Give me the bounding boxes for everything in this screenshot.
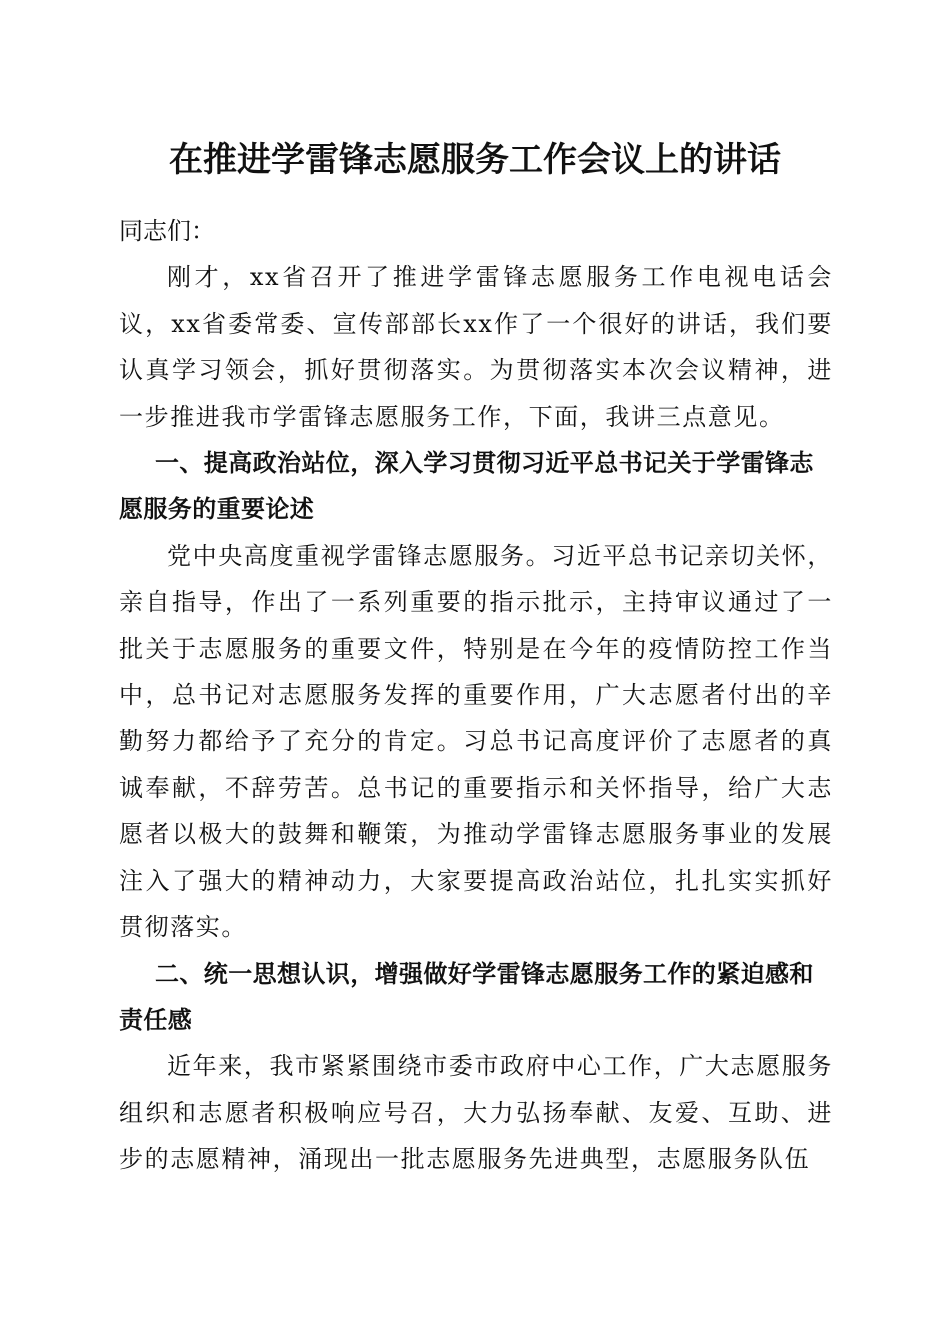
section-heading-1: 一、提高政治站位，深入学习贯彻习近平总书记关于学雷锋志愿服务的重要论述 [119, 449, 814, 524]
salutation: 同志们： [119, 217, 215, 245]
section-paragraph-1: 党中央高度重视学雷锋志愿服务。习近平总书记亲切关怀，亲自指导，作出了一系列重要的指示批示，主持审议通过了一批关于志愿服务的重要文件，特别是在今年的疫情防控工作当中，总书记对志愿服务发挥的重要作用，广大志愿者付出的辛勤努力都给予了充分的肯定。习总书记高度评价了志愿者的真诚奉献，不辞劳苦。总书记的重要指示和关怀指导，给广大志愿者以极大的鼓舞和鞭策，为推动学雷锋志愿服务事业的发展注入了强大的精神动力，大家要提高政治站位，扎扎实实抓好贯彻落实。 [119, 541, 833, 942]
intro-paragraph: 刚才，xx省召开了推进学雷锋志愿服务工作电视电话会议，xx省委常委、宣传部部长xx作了一个很好的讲话，我们要认真学习领会，抓好贯彻落实。为贯彻落实本次会议精神，进一步推进我市学雷锋志愿服务工作，下面，我讲三点意见。 [119, 263, 833, 431]
section-paragraph-2: 近年来，我市紧紧围绕市委市政府中心工作，广大志愿服务组织和志愿者积极响应号召，大力弘扬奉献、友爱、互助、进步的志愿精神，涌现出一批志愿服务先进典型，志愿服务队伍 [119, 1052, 833, 1174]
section-heading-2: 二、统一思想认识，增强做好学雷锋志愿服务工作的紧迫感和责任感 [119, 959, 814, 1034]
document-body [119, 208, 833, 1183]
document-title: 在推进学雷锋志愿服务工作会议上的讲话 [169, 140, 781, 180]
